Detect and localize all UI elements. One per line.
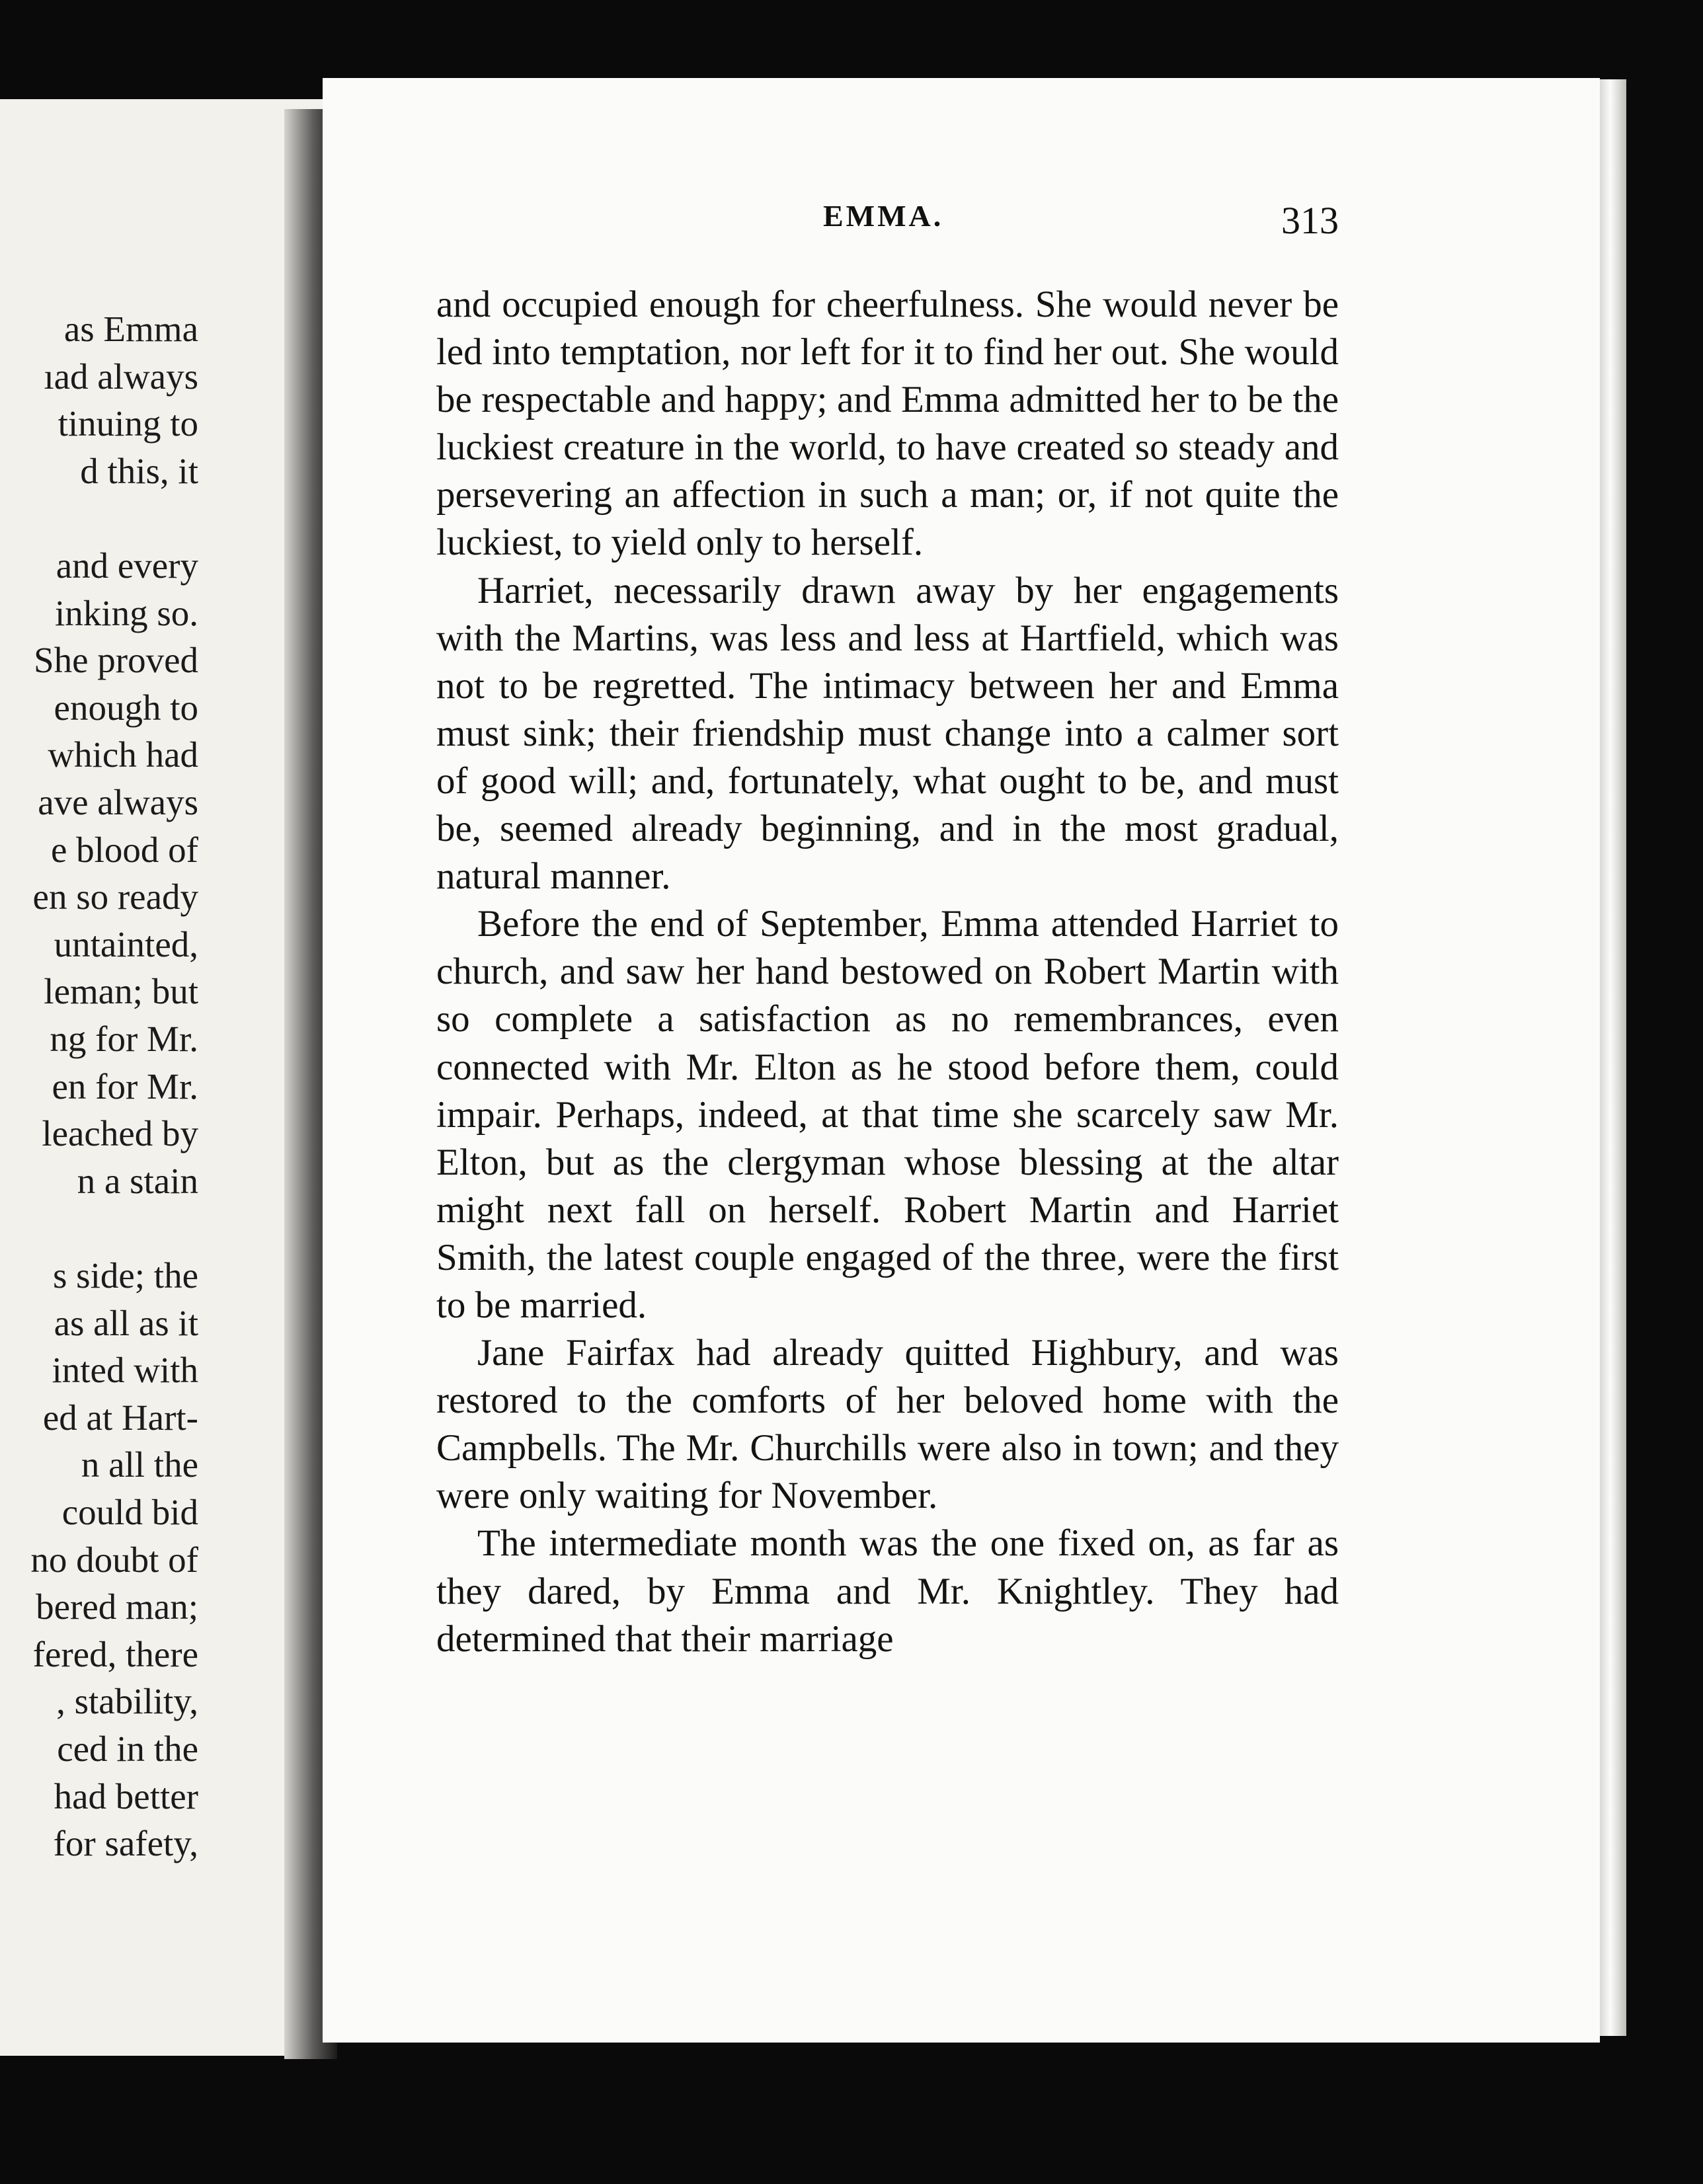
- left-page-line: untainted,: [54, 923, 198, 964]
- left-page-line: leached by: [42, 1113, 198, 1154]
- running-title: EMMA.: [823, 199, 944, 233]
- left-page-line: inking so.: [55, 592, 198, 633]
- left-page-line: as Emma: [63, 309, 198, 349]
- paragraph: Before the end of September, Emma attended Harriet to church, and saw her hand bestowed on Robert Martin with so complete a satisfaction as no remembrances, even connected with Mr. Elton as he stood before them, could impair. Perhaps, indeed, at that time she scarcely saw Mr. Elton, but as the clergyman whose blessing at the altar might next fall on herself. Robert Martin and Harriet Smith, the latest couple engaged of the three, were the first to be married.: [436, 903, 1339, 1326]
- left-page-line: s side; the: [53, 1255, 198, 1296]
- left-page-line: e blood of: [50, 829, 198, 870]
- left-page-line: d this, it: [80, 450, 198, 491]
- left-page-line: and every: [56, 545, 198, 586]
- left-page-line: enough to: [54, 687, 198, 728]
- left-page-line: She proved: [34, 640, 198, 681]
- left-page-line: bered man;: [36, 1586, 198, 1627]
- left-page-line: fered, there: [32, 1633, 198, 1674]
- page-edge: [1600, 79, 1626, 2036]
- left-page-line: had better: [54, 1775, 198, 1816]
- left-page-line: no doubt of: [30, 1539, 198, 1580]
- left-page-line: en for Mr.: [52, 1066, 198, 1107]
- left-page-line: ed at Hart-: [42, 1397, 198, 1438]
- left-page-line: which had: [48, 734, 198, 775]
- left-page-line: en so ready: [32, 877, 198, 917]
- left-page-line: ced in the: [57, 1729, 198, 1769]
- left-page-line: tinuing to: [58, 403, 198, 444]
- body-text: [436, 281, 1339, 1663]
- left-page-line: leman; but: [44, 971, 198, 1012]
- left-page-line: ıad always: [44, 356, 198, 397]
- left-page-line: inted with: [52, 1350, 198, 1391]
- paragraph: and occupied enough for cheerfulness. She would never be led into temptation, nor left for it to find her out. She would be respectable and happy; and Emma admitted her to be the luckiest creature in the world, to have created so steady and persevering an affection in such a man; or, if not quite the luckiest, to yield only to herself.: [436, 284, 1339, 564]
- paragraph: The intermediate month was the one fixed on, as far as they dared, by Emma and Mr. Knightley. They had determined that their marriage: [436, 1522, 1339, 1660]
- page-number: 313: [1281, 199, 1339, 242]
- paragraph: Jane Fairfax had already quitted Highbury, and was restored to the comforts of her beloved home with the Campbells. The Mr. Churchills were also in town; and they were only waiting for November.: [436, 1332, 1339, 1517]
- left-page-line: could bid: [61, 1492, 198, 1532]
- left-page-line: n all the: [81, 1444, 198, 1485]
- left-page-line: , stability,: [56, 1681, 198, 1722]
- left-page-line: n a stain: [77, 1160, 198, 1201]
- left-page-line: ave always: [38, 782, 198, 822]
- left-page-line: as all as it: [54, 1302, 198, 1343]
- left-page-line: for safety,: [53, 1823, 198, 1864]
- paragraph: Harriet, necessarily drawn away by her engagements with the Martins, was less and less at Hartfield, which was not to be regretted. The intimacy between her and Emma must sink; their friendship must change into a calmer sort of good will; and, fortunately, what ought to be, and must be, seemed already beginning, and in the most gradual, natural manner.: [436, 569, 1339, 898]
- left-page-line: ng for Mr.: [50, 1019, 198, 1059]
